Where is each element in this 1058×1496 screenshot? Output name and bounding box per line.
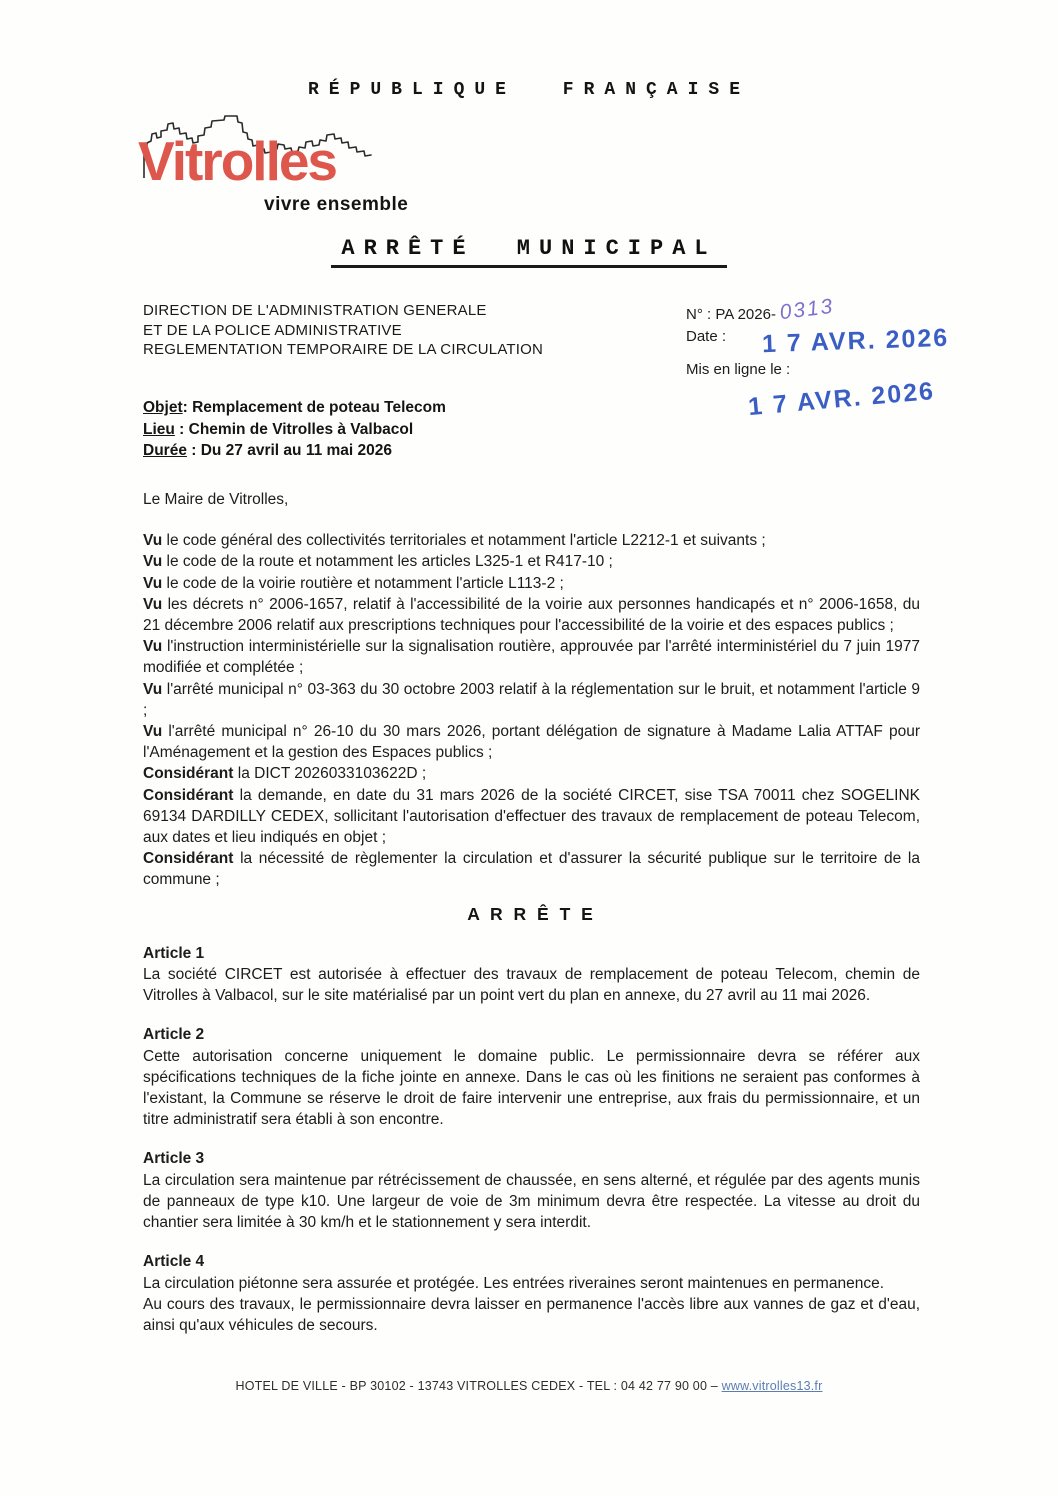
footer [0,1379,1058,1393]
handwritten-number: 0313 [778,294,836,325]
footer-website-link[interactable]: www.vitrolles13.fr [721,1379,823,1393]
article-2 [143,1024,920,1130]
reference-block [686,294,1026,441]
salutation: Le Maire de Vitrolles, [143,491,289,508]
recital: Vu l'arrêté municipal n° 26-10 du 30 mars 2026, portant délégation de signature à Madame Lalia ATTAF pour l'Aménagement et la gestion des Espaces publics ; [143,723,920,762]
city-logo [138,110,418,222]
online-stamp: 1 7 AVR. 2026 [747,376,937,422]
subject-block [143,397,446,462]
footer-text: HOTEL DE VILLE - BP 30102 - 13743 VITROLLES CEDEX - TEL : 04 42 77 90 00 – [235,1379,722,1393]
department-line: REGLEMENTATION TEMPORAIRE DE LA CIRCULATION [143,341,544,358]
recitals [143,530,920,890]
article-title: Article 2 [143,1026,205,1044]
date-stamp: 1 7 AVR. 2026 [761,323,950,359]
article-paragraph: La société CIRCET est autorisée à effectuer des travaux de remplacement de poteau Telecom, chemin de Vitrolles à Valbacol, sur le site matérialisé par un point vert du plan en annexe, du 27 avril au 11 mai 2026. [143,966,920,1005]
recital: Vu l'arrêté municipal n° 03-363 du 30 octobre 2003 relatif à la réglementation sur le bruit, et notamment l'article 9 ; [143,680,921,719]
article-1 [143,943,920,1007]
article-title: Article 4 [143,1253,205,1271]
issuing-department [143,301,543,360]
article-4 [143,1251,920,1336]
article-paragraph: Cette autorisation concerne uniquement le domaine public. Le permissionnaire devra se référer aux spécifications techniques de la fiche jointe en annexe. Dans le cas où les finitions ne seraient pas conformes à l'existant, la Commune se réserve le droit de faire intervenir une entreprise, aux frais du permissionnaire, et un titre administratif sera établi à son encontre. [143,1047,920,1129]
recital: Considérant la DICT 2026033103622D ; [143,765,427,783]
decree-number: N° : PA 2026- 0313 [686,294,836,325]
date-label: Date : [686,328,727,345]
article-paragraph: Au cours des travaux, le permissionnaire devra laisser en permanence l'accès libre aux vannes de gaz et d'eau, ainsi qu'aux véhicules de secours. [143,1295,920,1334]
recital: Considérant la nécessité de règlementer la circulation et d'assurer la sécurité publique sur le territoire de la commune ; [143,850,920,889]
logo-wordmark: Vitrolles [138,130,337,192]
article-title: Article 1 [143,944,205,962]
decree-heading: A R R Ê T E [467,903,596,924]
recital: Vu l'instruction interministérielle sur la signalisation routière, approuvée par l'arrêté interministériel du 7 juin 1977 modifiée et complétée ; [143,638,920,677]
recital: Considérant la demande, en date du 31 mars 2026 de la société CIRCET, sise TSA 70011 chez SOGELINK 69134 DARDILLY CEDEX, sollicitant l'autorisation d'effectuer des travaux de remplacement de poteau Telecom, aux dates et lieu indiqués en objet ; [143,786,921,847]
recital: Vu le code de la voirie routière et notamment l'article L113-2 ; [143,574,564,592]
article-paragraph: La circulation piétonne sera assurée et protégée. Les entrées riveraines seront maintenues en permanence. [143,1274,885,1292]
department-line: ET DE LA POLICE ADMINISTRATIVE [143,321,402,339]
article-title: Article 3 [143,1150,205,1168]
online-label: Mis en ligne le : [686,361,791,378]
republic-heading: RÉPUBLIQUE FRANÇAISE [307,80,751,100]
recital: Vu le code de la route et notamment les articles L325-1 et R417-10 ; [143,553,613,571]
document-body [143,489,920,1336]
article-3 [143,1148,920,1233]
department-line: DIRECTION DE L'ADMINISTRATION GENERALE [143,302,487,319]
article-paragraph: La circulation sera maintenue par rétrécissement de chaussée, en sens alterné, et régulée par des agents munis de panneaux de type k10. Une largeur de voie de 3m minimum devra être respectée. La vitesse au droit du chantier sera limitée à 30 km/h et le stationnement y sera interdit. [143,1171,920,1232]
subject-lieu: Lieu : Chemin de Vitrolles à Valbacol [143,420,414,438]
subject-objet: Objet: Remplacement de poteau Telecom [143,399,446,416]
recital: Vu le code général des collectivités territoriales et notamment l'article L2212-1 et suivants ; [143,532,766,550]
document-title: ARRÊTÉ MUNICIPAL [0,236,1058,268]
subject-duree: Durée : Du 27 avril au 11 mai 2026 [143,442,393,459]
logo-tagline: vivre ensemble [264,194,409,215]
recital: Vu les décrets n° 2006-1657, relatif à l'accessibilité de la voirie aux personnes handicapés et n° 2006-1658, du 21 décembre 2006 relatif aux prescriptions techniques pour l'accessibilité de la voirie et des espaces publics ; [143,595,920,635]
